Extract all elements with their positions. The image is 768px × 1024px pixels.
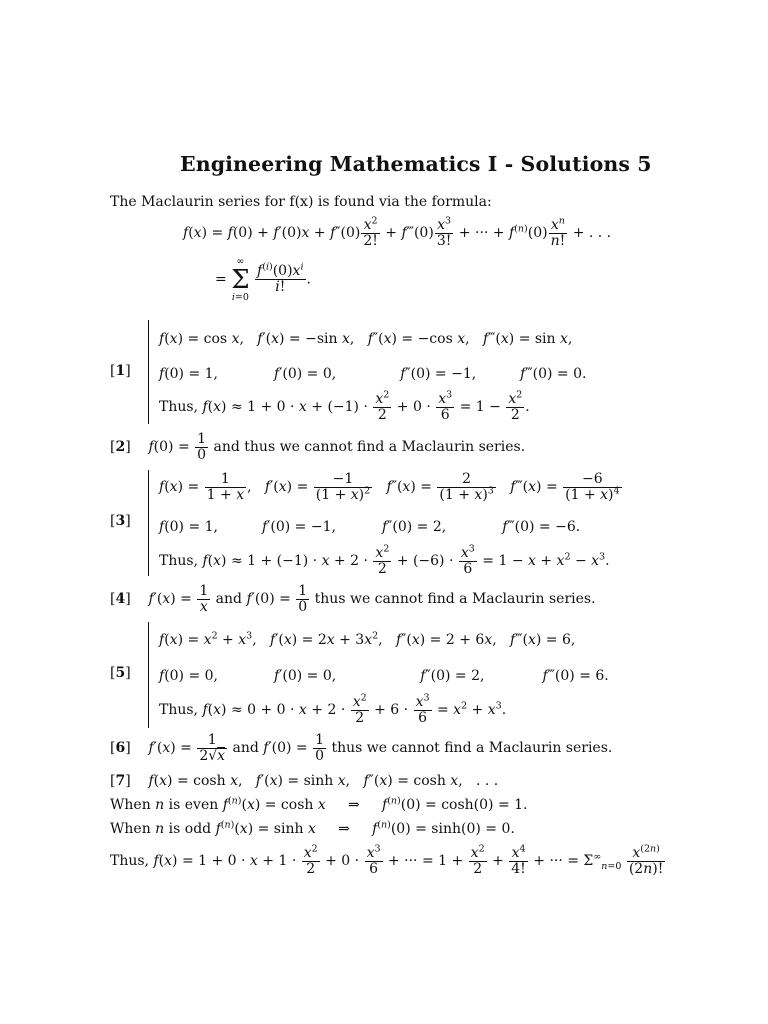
problem-7-line-1: [7] f(x) = cosh x, f′(x) = sinh x, f″(x) = cosh x, . . . (110, 773, 499, 789)
problem-3-line-1: f(x) = $\frac{1}{1 + x}$ , f′(x) = $\frac{-1}{(1 + x)^2}$ f″(x) = $\frac{2}{(1 + x)^3}$ f‴(x) = $\frac{-6}{(1 + x)^4}$ (159, 471, 620, 503)
problem-label: [5] (110, 665, 131, 681)
bracket-bar (148, 320, 149, 424)
formula-line-1: f(x) = f(0) + f′(0)x + f″(0) $\frac{x^2}{2!}$ + f‴(0) $\frac{x^3}{3!}$ + ··· + $f^{(n)}(0)$ $\frac{x^n}{n!}$ + . . . (183, 215, 612, 249)
problem-1-line-2: f(0) = 1, f′(0) = 0, f″(0) = −1, f‴(0) = 0. (159, 366, 587, 382)
problem-5-line-1: $f(x) = x^2 + x^3$, $f'(x) = 2x + 3x^2$, f″(x) = 2 + 6x, f‴(x) = 6, (159, 630, 576, 648)
problem-3-line-3: Thus, f(x) ≈ 1 + (−1) · x + 2 · $\frac{x^2}{2}$ + (−6) · $\frac{x^3}{6}$ = $1 - x + x^2 - x^3$. (159, 543, 610, 577)
problem-7-line-3: When n is odd $f^{(n)}(x) = \sinh x$ ⇒ $f^{(n)}(0) = \sinh(0) = 0$. (110, 819, 515, 837)
problem-5-line-3: Thus, f(x) ≈ 0 + 0 · x + 2 · $\frac{x^2}{2}$ + 6 · $\frac{x^3}{6}$ = $x^2 + x^3$. (159, 692, 507, 726)
problem-7-line-4: Thus, f(x) = 1 + 0 · x + 1 · $\frac{x^2}{2}$ + 0 · $\frac{x^3}{6}$ + ··· = 1 + $\frac{x^2}{2}$ + $\frac{x^4}{4!}$ + ··· = $\Sigma^\infty_{n=0}$ $\frac{x^{(2n)}}{(2n)!}$ (110, 843, 664, 877)
problem-3-line-2: f(0) = 1, f′(0) = −1, f″(0) = 2, f‴(0) = −6. (159, 519, 581, 535)
problem-7-line-2: When n is even $f^{(n)}(x) = \cosh x$ ⇒ $f^{(n)}(0) = \cosh(0) = 1$. (110, 795, 528, 813)
problem-4: [4] f′(x) = $\frac{1}{x}$ and f′(0) = $\frac{1}{0}$ thus we cannot find a Maclaurin series. (110, 583, 596, 615)
problem-5-line-2: f(0) = 0, f′(0) = 0, f″(0) = 2, f‴(0) = 6. (159, 668, 609, 684)
bracket-bar (148, 470, 149, 576)
intro-text: The Maclaurin series for f(x) is found via the formula: (110, 194, 492, 210)
problem-6: [6] f′(x) = $\frac{1}{2√x}$ and f′(0) = $\frac{1}{0}$ thus we cannot find a Maclaurin series. (110, 732, 613, 764)
problem-label: [3] (110, 513, 131, 529)
problem-1-line-3: Thus, f(x) ≈ 1 + 0 · x + (−1) · $\frac{x^2}{2}$ + 0 · $\frac{x^3}{6}$ = 1 − $\frac{x^2}{2}$ . (159, 389, 530, 423)
problem-2: [2] f(0) = $\frac{1}{0}$ and thus we cannot find a Maclaurin series. (110, 431, 526, 463)
problem-1-line-1: f(x) = cos x, f′(x) = −sin x, f″(x) = −cos x, f‴(x) = sin x, (159, 331, 573, 347)
formula-line-2: = ∞ Σ i=0 $\frac{f^{(i)}(0)x^i}{i!}$ . (215, 256, 311, 303)
bracket-bar (148, 622, 149, 728)
page-title: Engineering Mathematics I - Solutions 5 (180, 152, 652, 176)
problem-label: [1] (110, 363, 131, 379)
